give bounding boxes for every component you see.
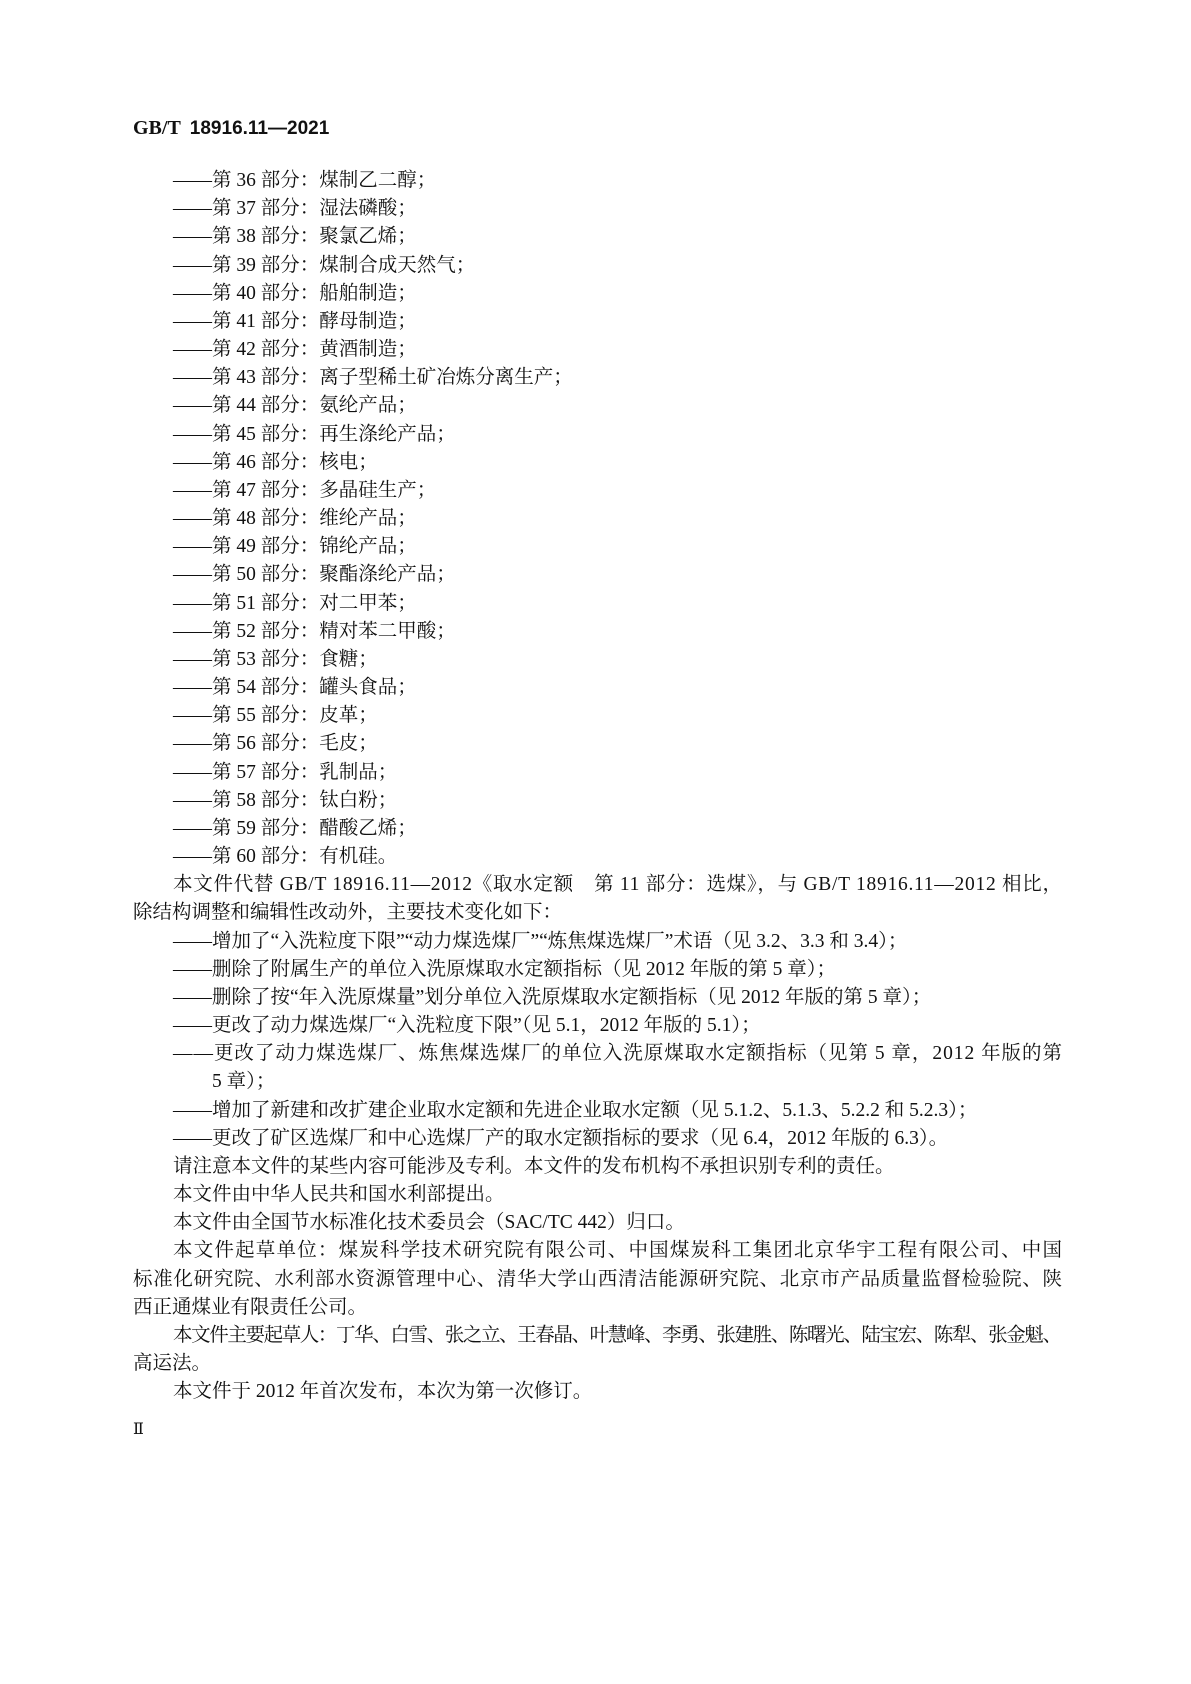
series-part-item-39: ——第 39 部分：煤制合成天然气； (173, 255, 476, 276)
series-part-item-41: ——第 41 部分：酵母制造； (173, 311, 417, 332)
series-part-item-59: ——第 59 部分：醋酸乙烯； (173, 818, 417, 839)
series-part-item-51: ——第 51 部分：对二甲苯； (173, 593, 417, 614)
paragraph-line: 标准化研究院、水利部水资源管理中心、清华大学山西清洁能源研究院、北京市产品质量监督检验院、陕 (133, 1269, 1063, 1290)
paragraph-line: 本文件主要起草人：丁华、白雪、张之立、王春晶、叶慧峰、李勇、张建胜、陈曙光、陆宝宏、陈犁、张金魁、 (173, 1325, 1061, 1346)
series-part-item-48: ——第 48 部分：维纶产品； (173, 508, 417, 529)
technical-change-item: ——删除了附属生产的单位入洗原煤取水定额指标（见 2012 年版的第 5 章）； (173, 959, 837, 980)
technical-change-item: ——增加了新建和改扩建企业取水定额和先进企业取水定额（见 5.1.2、5.1.3、5.2.2 和 5.2.3）； (173, 1100, 978, 1121)
patent-notice: 请注意本文件的某些内容可能涉及专利。本文件的发布机构不承担识别专利的责任。 (173, 1156, 895, 1177)
series-part-item-57: ——第 57 部分：乳制品； (173, 762, 398, 783)
page-number: Ⅱ (133, 1419, 144, 1438)
series-part-item-54: ——第 54 部分：罐头食品； (173, 677, 417, 698)
paragraph-line: 本文件代替 GB/T 18916.11—2012《取水定额 第 11 部分：选煤》，与 GB/T 18916.11—2012 相比， (173, 874, 1063, 895)
standard-number: 18916.11—2021 (189, 118, 330, 139)
standard-prefix: GB/T (133, 117, 181, 139)
centralized-by: 本文件由全国节水标准化技术委员会（SAC/TC 442）归口。 (173, 1212, 685, 1233)
series-part-item-53: ——第 53 部分：食糖； (173, 649, 378, 670)
technical-change-item-continuation: 5 章）； (212, 1071, 276, 1092)
series-part-item-60: ——第 60 部分：有机硅。 (173, 846, 398, 867)
series-part-item-43: ——第 43 部分：离子型稀土矿冶炼分离生产； (173, 367, 573, 388)
series-part-item-40: ——第 40 部分：船舶制造； (173, 283, 417, 304)
series-part-item-47: ——第 47 部分：多晶硅生产； (173, 480, 437, 501)
technical-change-item: ——增加了“入洗粒度下限”“动力煤选煤厂”“炼焦煤选煤厂”术语（见 3.2、3.3 和 3.4）； (173, 931, 908, 952)
paragraph-line: 西正通煤业有限责任公司。 (133, 1297, 368, 1318)
proposed-by: 本文件由中华人民共和国水利部提出。 (173, 1184, 505, 1205)
series-part-item-38: ——第 38 部分：聚氯乙烯； (173, 226, 417, 247)
publication-history: 本文件于 2012 年首次发布，本次为第一次修订。 (173, 1381, 593, 1402)
series-part-item-44: ——第 44 部分：氨纶产品； (173, 395, 417, 416)
series-part-item-50: ——第 50 部分：聚酯涤纶产品； (173, 564, 456, 585)
paragraph-line: 高运法。 (133, 1353, 212, 1374)
series-part-item-55: ——第 55 部分：皮革； (173, 705, 378, 726)
series-part-item-46: ——第 46 部分：核电； (173, 452, 378, 473)
paragraph-line: 本文件起草单位：煤炭科学技术研究院有限公司、中国煤炭科工集团北京华宇工程有限公司、中国 (173, 1240, 1064, 1261)
technical-change-item: ——更改了动力煤选煤厂、炼焦煤选煤厂的单位入洗原煤取水定额指标（见第 5 章，2012 年版的第 (173, 1043, 1063, 1064)
series-part-item-52: ——第 52 部分：精对苯二甲酸； (173, 621, 456, 642)
page-header (133, 115, 329, 141)
series-part-item-37: ——第 37 部分：湿法磷酸； (173, 198, 417, 219)
series-part-item-56: ——第 56 部分：毛皮； (173, 733, 378, 754)
technical-change-item: ——更改了矿区选煤厂和中心选煤厂产的取水定额指标的要求（见 6.4，2012 年版的 6.3）。 (173, 1128, 949, 1149)
series-part-item-36: ——第 36 部分：煤制乙二醇； (173, 170, 437, 191)
series-part-item-45: ——第 45 部分：再生涤纶产品； (173, 424, 456, 445)
series-part-item-58: ——第 58 部分：钛白粉； (173, 790, 398, 811)
paragraph-line: 除结构调整和编辑性改动外，主要技术变化如下： (133, 902, 563, 923)
series-part-item-49: ——第 49 部分：锦纶产品； (173, 536, 417, 557)
technical-change-item: ——更改了动力煤选煤厂“入洗粒度下限”（见 5.1，2012 年版的 5.1）； (173, 1015, 761, 1036)
series-part-item-42: ——第 42 部分：黄酒制造； (173, 339, 417, 360)
technical-change-item: ——删除了按“年入洗原煤量”划分单位入洗原煤取水定额指标（见 2012 年版的第 5 章）； (173, 987, 932, 1008)
